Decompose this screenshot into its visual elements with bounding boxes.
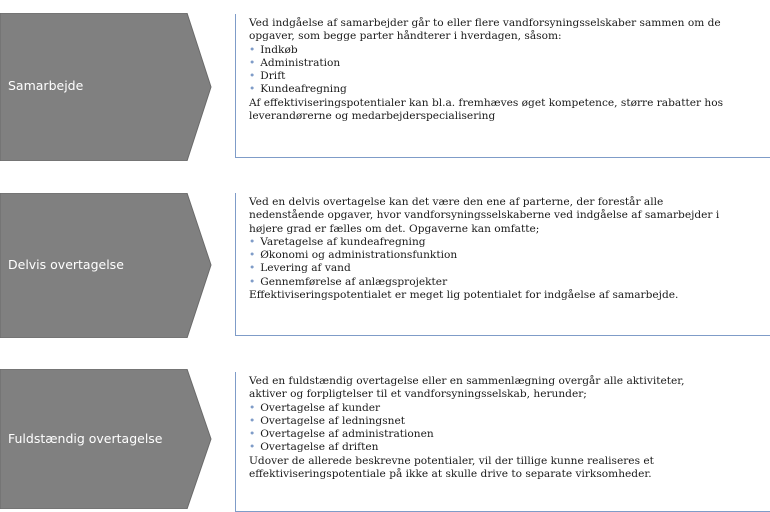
bullet-icon: • bbox=[249, 401, 256, 414]
list-item: • Økonomi og administrationsfunktion bbox=[249, 249, 458, 262]
bullet-list bbox=[249, 236, 770, 289]
bullet-icon: • bbox=[249, 83, 256, 96]
list-item: • Overtagelse af driften bbox=[249, 441, 379, 454]
bullet-icon: • bbox=[249, 249, 256, 262]
outro-line: effektiviseringspotentiale på ikke at skulle drive to separate virksomheder. bbox=[249, 468, 652, 481]
bullet-icon: • bbox=[249, 43, 256, 56]
list-item: • Overtagelse af kunder bbox=[249, 401, 381, 414]
list-item: • Administration bbox=[249, 56, 341, 69]
bullet-icon: • bbox=[249, 70, 256, 83]
list-item: • Overtagelse af administrationen bbox=[249, 428, 434, 441]
intro-line: Ved en delvis overtagelse kan det være den ene af parterne, der forestår alle bbox=[249, 196, 664, 208]
bullet-icon: • bbox=[249, 235, 256, 248]
list-item: • Overtagelse af ledningsnet bbox=[249, 414, 405, 427]
intro-line: Ved en fuldstændig overtagelse eller en sammenlægning overgår alle aktiviteter, bbox=[249, 375, 685, 387]
intro-line: nedenstående opgaver, hvor vandforsyningsselskaberne ved indgåelse af samarbejder i bbox=[249, 209, 720, 222]
outro-line: leverandørerne og medarbejderspecialisering bbox=[249, 110, 496, 123]
bullet-icon: • bbox=[249, 414, 256, 427]
block-label: Delvis overtagelse bbox=[8, 257, 124, 272]
intro-line: højere grad er fælles om det. Opgaverne kan omfatte; bbox=[249, 222, 540, 235]
bullet-icon: • bbox=[249, 275, 256, 288]
bullet-icon: • bbox=[249, 56, 256, 69]
outro-line: Udover de allerede beskrevne potentialer, vil der tillige kunne realiseres et bbox=[249, 454, 654, 467]
list-item: • Kundeafregning bbox=[249, 83, 347, 96]
chevron-shape bbox=[0, 13, 212, 161]
description-box bbox=[235, 372, 770, 512]
chevron-shape bbox=[0, 193, 212, 338]
list-item: • Varetagelse af kundeafregning bbox=[249, 235, 426, 248]
outro-line: Effektiviseringspotentialet er meget lig potentialet for indgåelse af samarbejde. bbox=[249, 289, 679, 302]
bullet-icon: • bbox=[249, 262, 256, 275]
intro-line: aktiver og forpligtelser til et vandforsyningsselskab, herunder; bbox=[249, 388, 587, 401]
bullet-list bbox=[249, 402, 770, 455]
chevron-shape bbox=[0, 369, 212, 509]
list-item: • Indkøb bbox=[249, 43, 298, 56]
bullet-icon: • bbox=[249, 428, 256, 441]
list-item: • Levering af vand bbox=[249, 262, 351, 275]
intro-line: Ved indgåelse af samarbejder går to eller flere vandforsyningsselskaber sammen om de bbox=[249, 17, 721, 29]
list-item: • Drift bbox=[249, 70, 286, 83]
list-item: • Gennemførelse af anlægsprojekter bbox=[249, 275, 448, 288]
description-box bbox=[235, 14, 770, 158]
block-label: Fuldstændig overtagelse bbox=[8, 431, 163, 446]
block-label: Samarbejde bbox=[8, 78, 84, 93]
intro-line: opgaver, som begge parter håndterer i hverdagen, såsom: bbox=[249, 30, 562, 43]
bullet-list bbox=[249, 44, 770, 97]
bullet-icon: • bbox=[249, 441, 256, 454]
description-box bbox=[235, 193, 770, 336]
outro-line: Af effektiviseringspotentialer kan bl.a. fremhæves øget kompetence, større rabatter hos bbox=[249, 96, 724, 109]
